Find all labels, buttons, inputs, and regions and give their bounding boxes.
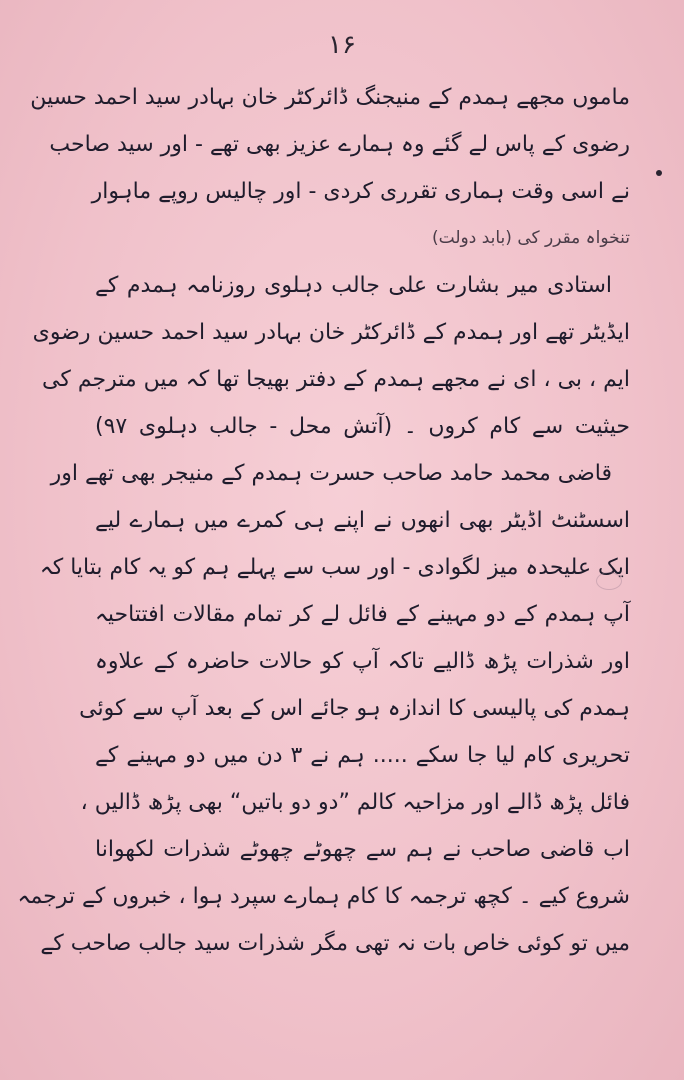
quote-line: قاضی محمد حامد صاحب حسرت ہمدم کے منیجر بھی تھے اور xyxy=(50,461,612,486)
text-line: نے اسی وقت ہماری تقرری کردی - اور چالیس روپے ماہوار xyxy=(91,179,630,204)
body-text xyxy=(17,74,630,967)
citation-line: تنخواہ مقرر کی (بابد دولت) xyxy=(432,228,630,248)
margin-dot xyxy=(656,170,662,176)
text-line: رضوی کے پاس لے گئے وہ ہمارے عزیز بھی تھے - اور سید صاحب xyxy=(49,132,630,157)
citation-line: حیثیت سے کام کروں ۔ (آتش محل - جالب دہلوی ۹۷) xyxy=(95,414,630,439)
text-line: اور شذرات پڑھ ڈالیے تاکہ آپ کو حالات حاضرہ کے علاوہ xyxy=(95,649,630,674)
text-line: شروع کیے ۔ کچھ ترجمہ کا کام ہمارے سپرد ہوا ، خبروں کے ترجمہ xyxy=(17,884,630,909)
text-line: آپ ہمدم کے دو مہینے کے فائل لے کر تمام مقالات افتتاحیہ xyxy=(95,602,630,627)
quote-line: استادی میر بشارت علی جالب دہلوی روزنامہ ہمدم کے xyxy=(95,273,612,298)
text-line: فائل پڑھ ڈالے اور مزاحیہ کالم ”دو دو باتیں“ بھی پڑھ ڈالیں ، xyxy=(80,790,630,815)
margin-mark xyxy=(596,572,622,590)
text-line: تحریری کام لیا جا سکے ..... ہم نے ۳ دن میں دو مہینے کے xyxy=(95,743,630,768)
text-line: اسسٹنٹ اڈیٹر بھی انھوں نے اپنے ہی کمرے میں ہمارے لیے xyxy=(95,508,630,533)
text-line: ماموں مجھے ہمدم کے منیجنگ ڈائرکٹر خان بہادر سید احمد حسین xyxy=(30,85,630,110)
text-line: اب قاضی صاحب نے ہم سے چھوٹے چھوٹے شذرات لکھوانا xyxy=(95,837,630,862)
text-line: ایڈیٹر تھے اور ہمدم کے ڈائرکٹر خان بہادر سید احمد حسین رضوی xyxy=(32,320,630,345)
text-line: ایک علیحدہ میز لگوادی - اور سب سے پہلے ہم کو یہ کام بتایا کہ xyxy=(39,555,630,580)
text-line: میں تو کوئی خاص بات نہ تھی مگر شذرات سید جالب صاحب کے xyxy=(40,931,630,956)
text-line: ہمدم کی پالیسی کا اندازہ ہو جائے اس کے بعد آپ سے کوئی xyxy=(79,696,630,721)
page-number: ۱۶ xyxy=(328,30,356,60)
text-line: ایم ، بی ، ای نے مجھے ہمدم کے دفتر بھیجا تھا کہ میں مترجم کی xyxy=(42,367,630,392)
